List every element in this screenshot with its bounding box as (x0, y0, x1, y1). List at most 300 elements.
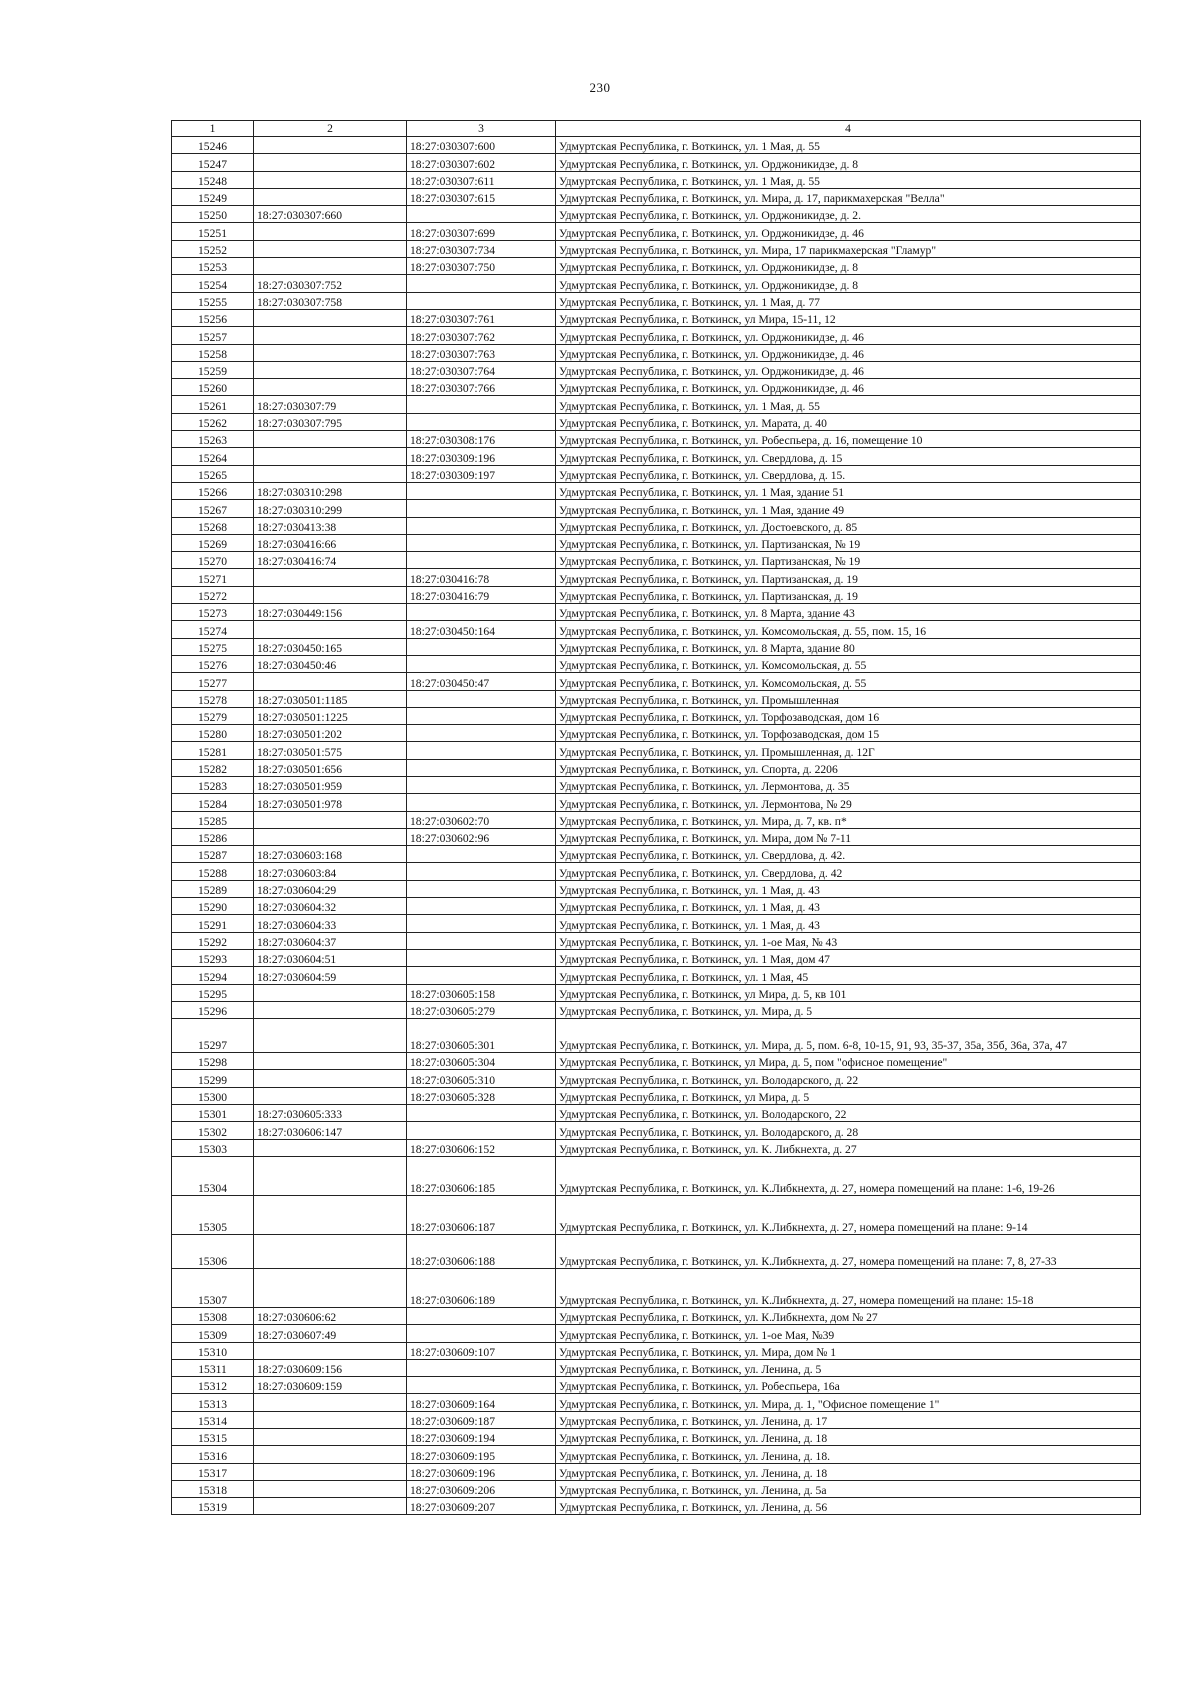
address-cell: Удмуртская Республика, г. Воткинск, ул. Промышленная, д. 12Г (556, 742, 1141, 759)
table-row (172, 1429, 1141, 1446)
cadastral-number-col3-cell: 18:27:030605:310 (407, 1070, 556, 1087)
cadastral-number-col2-cell (254, 327, 407, 344)
table-row (172, 569, 1141, 586)
header-col-1: 1 (172, 121, 254, 137)
table-row (172, 1480, 1141, 1497)
table-row (172, 1122, 1141, 1139)
register-body (172, 137, 1141, 1515)
row-number-cell: 15284 (172, 794, 254, 811)
cadastral-number-col2-cell: 18:27:030609:159 (254, 1377, 407, 1394)
table-row (172, 915, 1141, 932)
cadastral-number-col2-cell (254, 811, 407, 828)
cadastral-number-col3-cell: 18:27:030602:70 (407, 811, 556, 828)
address-cell: Удмуртская Республика, г. Воткинск, ул. Партизанская, д. 19 (556, 586, 1141, 603)
row-number-cell: 15298 (172, 1053, 254, 1070)
address-cell: Удмуртская Республика, г. Воткинск, ул. 1-ое Мая, № 43 (556, 932, 1141, 949)
cadastral-number-col3-cell (407, 949, 556, 966)
address-cell: Удмуртская Республика, г. Воткинск, ул. Промышленная (556, 690, 1141, 707)
row-number-cell: 15293 (172, 949, 254, 966)
address-cell: Удмуртская Республика, г. Воткинск, ул. Партизанская, д. 19 (556, 569, 1141, 586)
row-number-cell: 15251 (172, 223, 254, 240)
cadastral-number-col3-cell: 18:27:030307:764 (407, 361, 556, 378)
cadastral-number-col2-cell: 18:27:030606:147 (254, 1122, 407, 1139)
cadastral-number-col3-cell: 18:27:030605:301 (407, 1019, 556, 1053)
table-row (172, 1001, 1141, 1018)
cadastral-number-col3-cell (407, 534, 556, 551)
row-number-cell: 15273 (172, 604, 254, 621)
table-row (172, 1463, 1141, 1480)
row-number-cell: 15275 (172, 638, 254, 655)
address-cell: Удмуртская Республика, г. Воткинск, ул. 1-ое Мая, №39 (556, 1325, 1141, 1342)
cadastral-number-col2-cell (254, 240, 407, 257)
cadastral-number-col2-cell: 18:27:030607:49 (254, 1325, 407, 1342)
cadastral-number-col3-cell (407, 292, 556, 309)
table-row (172, 967, 1141, 984)
row-number-cell: 15319 (172, 1498, 254, 1515)
table-row (172, 1342, 1141, 1359)
row-number-cell: 15287 (172, 846, 254, 863)
cadastral-number-col3-cell: 18:27:030605:304 (407, 1053, 556, 1070)
address-cell: Удмуртская Республика, г. Воткинск, ул. 8 Марта, здание 43 (556, 604, 1141, 621)
address-cell: Удмуртская Республика, г. Воткинск, ул. Орджоникидзе, д. 46 (556, 361, 1141, 378)
row-number-cell: 15270 (172, 552, 254, 569)
address-cell: Удмуртская Республика, г. Воткинск, ул. Ленина, д. 5а (556, 1480, 1141, 1497)
cadastral-number-col2-cell: 18:27:030307:795 (254, 413, 407, 430)
cadastral-number-col3-cell: 18:27:030450:164 (407, 621, 556, 638)
cadastral-number-col2-cell (254, 1446, 407, 1463)
table-row (172, 188, 1141, 205)
row-number-cell: 15295 (172, 984, 254, 1001)
cadastral-number-col2-cell: 18:27:030310:298 (254, 482, 407, 499)
row-number-cell: 15276 (172, 655, 254, 672)
cadastral-number-col3-cell (407, 898, 556, 915)
cadastral-number-col2-cell: 18:27:030605:333 (254, 1105, 407, 1122)
cadastral-number-col2-cell: 18:27:030606:62 (254, 1307, 407, 1324)
row-number-cell: 15292 (172, 932, 254, 949)
cadastral-number-col2-cell: 18:27:030501:1185 (254, 690, 407, 707)
row-number-cell: 15257 (172, 327, 254, 344)
cadastral-number-col2-cell (254, 223, 407, 240)
cadastral-number-col2-cell (254, 1411, 407, 1428)
cadastral-number-col2-cell: 18:27:030604:32 (254, 898, 407, 915)
cadastral-number-col3-cell: 18:27:030606:185 (407, 1156, 556, 1195)
row-number-cell: 15313 (172, 1394, 254, 1411)
table-row (172, 465, 1141, 482)
cadastral-number-col3-cell (407, 275, 556, 292)
address-cell: Удмуртская Республика, г. Воткинск, ул. К. Либкнехта, д. 27 (556, 1139, 1141, 1156)
cadastral-number-col3-cell (407, 413, 556, 430)
cadastral-number-col2-cell (254, 1195, 407, 1234)
address-cell: Удмуртская Республика, г. Воткинск, ул. Мира, 17 парикмахерская "Гламур" (556, 240, 1141, 257)
table-row (172, 1325, 1141, 1342)
table-row (172, 517, 1141, 534)
cadastral-number-col2-cell: 18:27:030604:59 (254, 967, 407, 984)
cadastral-number-col3-cell: 18:27:030307:602 (407, 154, 556, 171)
cadastral-number-col2-cell: 18:27:030307:752 (254, 275, 407, 292)
cadastral-number-col2-cell (254, 1429, 407, 1446)
cadastral-number-col3-cell: 18:27:030416:79 (407, 586, 556, 603)
cadastral-number-col3-cell: 18:27:030609:194 (407, 1429, 556, 1446)
header-row (172, 121, 1141, 137)
table-row (172, 258, 1141, 275)
row-number-cell: 15301 (172, 1105, 254, 1122)
cadastral-number-col3-cell (407, 707, 556, 724)
cadastral-number-col2-cell: 18:27:030450:165 (254, 638, 407, 655)
cadastral-number-col3-cell: 18:27:030609:206 (407, 1480, 556, 1497)
table-row (172, 880, 1141, 897)
table-row (172, 655, 1141, 672)
cadastral-number-col2-cell: 18:27:030449:156 (254, 604, 407, 621)
address-cell: Удмуртская Республика, г. Воткинск, ул. К.Либкнехта, д. 27, номера помещений на плане: 15-18 (556, 1268, 1141, 1307)
address-cell: Удмуртская Республика, г. Воткинск, ул. Свердлова, д. 15 (556, 448, 1141, 465)
cadastral-number-col2-cell: 18:27:030609:156 (254, 1359, 407, 1376)
table-row (172, 1307, 1141, 1324)
cadastral-number-col2-cell (254, 1087, 407, 1104)
address-cell: Удмуртская Республика, г. Воткинск, ул. Ленина, д. 18 (556, 1463, 1141, 1480)
row-number-cell: 15315 (172, 1429, 254, 1446)
table-row (172, 240, 1141, 257)
table-row (172, 552, 1141, 569)
cadastral-number-col3-cell (407, 517, 556, 534)
address-cell: Удмуртская Республика, г. Воткинск, ул. Мира, д. 5 (556, 1001, 1141, 1018)
cadastral-number-col3-cell: 18:27:030602:96 (407, 828, 556, 845)
cadastral-number-col3-cell: 18:27:030605:328 (407, 1087, 556, 1104)
address-cell: Удмуртская Республика, г. Воткинск, ул. Мира, д. 7, кв. п* (556, 811, 1141, 828)
cadastral-number-col2-cell (254, 258, 407, 275)
cadastral-number-col3-cell: 18:27:030606:152 (407, 1139, 556, 1156)
table-row (172, 1394, 1141, 1411)
cadastral-number-col3-cell: 18:27:030309:196 (407, 448, 556, 465)
cadastral-number-col3-cell (407, 915, 556, 932)
cadastral-number-col3-cell (407, 1307, 556, 1324)
cadastral-number-col2-cell (254, 1268, 407, 1307)
row-number-cell: 15249 (172, 188, 254, 205)
address-cell: Удмуртская Республика, г. Воткинск, ул. Орджоникидзе, д. 46 (556, 223, 1141, 240)
cadastral-number-col3-cell: 18:27:030606:187 (407, 1195, 556, 1234)
table-row (172, 707, 1141, 724)
row-number-cell: 15279 (172, 707, 254, 724)
table-row (172, 898, 1141, 915)
row-number-cell: 15272 (172, 586, 254, 603)
row-number-cell: 15299 (172, 1070, 254, 1087)
cadastral-number-col3-cell (407, 206, 556, 223)
table-row (172, 361, 1141, 378)
cadastral-number-col3-cell: 18:27:030307:734 (407, 240, 556, 257)
address-cell: Удмуртская Республика, г. Воткинск, ул. Орджоникидзе, д. 8 (556, 154, 1141, 171)
cadastral-number-col3-cell (407, 1122, 556, 1139)
cadastral-number-col3-cell: 18:27:030307:611 (407, 171, 556, 188)
table-row (172, 309, 1141, 326)
cadastral-number-col2-cell: 18:27:030604:29 (254, 880, 407, 897)
cadastral-number-col3-cell (407, 1325, 556, 1342)
row-number-cell: 15271 (172, 569, 254, 586)
cadastral-number-col2-cell: 18:27:030501:978 (254, 794, 407, 811)
table-row (172, 638, 1141, 655)
address-cell: Удмуртская Республика, г. Воткинск, ул. Мира, д. 17, парикмахерская "Велла" (556, 188, 1141, 205)
address-cell: Удмуртская Республика, г. Воткинск, ул. 1 Мая, д. 43 (556, 898, 1141, 915)
address-cell: Удмуртская Республика, г. Воткинск, ул Мира, д. 5 (556, 1087, 1141, 1104)
table-row (172, 725, 1141, 742)
address-cell: Удмуртская Республика, г. Воткинск, ул. Мира, д. 5, пом. 6-8, 10-15, 91, 93, 35-37, 35а, 35б, 36а, 37а, 47 (556, 1019, 1141, 1053)
cadastral-number-col2-cell (254, 1156, 407, 1195)
address-cell: Удмуртская Республика, г. Воткинск, ул. Володарского, 22 (556, 1105, 1141, 1122)
cadastral-number-col2-cell (254, 1001, 407, 1018)
table-row (172, 431, 1141, 448)
cadastral-number-col2-cell (254, 309, 407, 326)
cadastral-number-col2-cell (254, 1394, 407, 1411)
row-number-cell: 15291 (172, 915, 254, 932)
row-number-cell: 15274 (172, 621, 254, 638)
row-number-cell: 15285 (172, 811, 254, 828)
row-number-cell: 15250 (172, 206, 254, 223)
cadastral-number-col2-cell (254, 448, 407, 465)
table-row (172, 742, 1141, 759)
cadastral-number-col2-cell (254, 586, 407, 603)
row-number-cell: 15303 (172, 1139, 254, 1156)
cadastral-number-col3-cell (407, 655, 556, 672)
cadastral-number-col3-cell: 18:27:030609:207 (407, 1498, 556, 1515)
table-row (172, 206, 1141, 223)
row-number-cell: 15305 (172, 1195, 254, 1234)
table-row (172, 673, 1141, 690)
table-row (172, 690, 1141, 707)
table-row (172, 604, 1141, 621)
address-cell: Удмуртская Республика, г. Воткинск, ул. Орджоникидзе, д. 8 (556, 258, 1141, 275)
table-row (172, 413, 1141, 430)
row-number-cell: 15296 (172, 1001, 254, 1018)
cadastral-number-col2-cell: 18:27:030501:656 (254, 759, 407, 776)
table-row (172, 1498, 1141, 1515)
table-row (172, 1087, 1141, 1104)
cadastral-number-col2-cell: 18:27:030307:758 (254, 292, 407, 309)
register-table (171, 120, 1141, 1515)
row-number-cell: 15309 (172, 1325, 254, 1342)
cadastral-number-col2-cell (254, 344, 407, 361)
table-row (172, 776, 1141, 793)
cadastral-number-col2-cell (254, 379, 407, 396)
address-cell: Удмуртская Республика, г. Воткинск, ул. Лермонтова, д. 35 (556, 776, 1141, 793)
address-cell: Удмуртская Республика, г. Воткинск, ул. 1 Мая, д. 55 (556, 396, 1141, 413)
address-cell: Удмуртская Республика, г. Воткинск, ул. Партизанская, № 19 (556, 534, 1141, 551)
cadastral-number-col3-cell (407, 396, 556, 413)
table-row (172, 984, 1141, 1001)
cadastral-number-col3-cell: 18:27:030605:279 (407, 1001, 556, 1018)
table-row (172, 846, 1141, 863)
address-cell: Удмуртская Республика, г. Воткинск, ул. Спорта, д. 2206 (556, 759, 1141, 776)
table-row (172, 1053, 1141, 1070)
cadastral-number-col2-cell (254, 137, 407, 154)
cadastral-number-col3-cell: 18:27:030609:164 (407, 1394, 556, 1411)
table-row (172, 759, 1141, 776)
address-cell: Удмуртская Республика, г. Воткинск, ул Мира, 15-11, 12 (556, 309, 1141, 326)
cadastral-number-col2-cell (254, 1342, 407, 1359)
header-col-4: 4 (556, 121, 1141, 137)
cadastral-number-col3-cell: 18:27:030307:699 (407, 223, 556, 240)
cadastral-number-col3-cell (407, 863, 556, 880)
address-cell: Удмуртская Республика, г. Воткинск, ул. Орджоникидзе, д. 46 (556, 379, 1141, 396)
address-cell: Удмуртская Республика, г. Воткинск, ул. Свердлова, д. 42. (556, 846, 1141, 863)
address-cell: Удмуртская Республика, г. Воткинск, ул. Марата, д. 40 (556, 413, 1141, 430)
table-row (172, 379, 1141, 396)
cadastral-number-col3-cell (407, 604, 556, 621)
row-number-cell: 15248 (172, 171, 254, 188)
row-number-cell: 15297 (172, 1019, 254, 1053)
row-number-cell: 15263 (172, 431, 254, 448)
cadastral-number-col3-cell: 18:27:030609:196 (407, 1463, 556, 1480)
cadastral-number-col2-cell (254, 1498, 407, 1515)
cadastral-number-col2-cell (254, 465, 407, 482)
cadastral-number-col2-cell (254, 431, 407, 448)
cadastral-number-col3-cell: 18:27:030307:600 (407, 137, 556, 154)
row-number-cell: 15265 (172, 465, 254, 482)
address-cell: Удмуртская Республика, г. Воткинск, ул. Робеспьера, 16а (556, 1377, 1141, 1394)
cadastral-number-col2-cell: 18:27:030307:660 (254, 206, 407, 223)
address-cell: Удмуртская Республика, г. Воткинск, ул. К.Либкнехта, д. 27, номера помещений на плане: 9-14 (556, 1195, 1141, 1234)
cadastral-number-col3-cell (407, 742, 556, 759)
cadastral-number-col3-cell: 18:27:030416:78 (407, 569, 556, 586)
table-row (172, 1446, 1141, 1463)
page-number: 230 (589, 80, 611, 95)
address-cell: Удмуртская Республика, г. Воткинск, ул. 1 Мая, дом 47 (556, 949, 1141, 966)
row-number-cell: 15278 (172, 690, 254, 707)
row-number-cell: 15307 (172, 1268, 254, 1307)
cadastral-number-col3-cell: 18:27:030605:158 (407, 984, 556, 1001)
row-number-cell: 15258 (172, 344, 254, 361)
table-row (172, 137, 1141, 154)
cadastral-number-col3-cell (407, 846, 556, 863)
cadastral-number-col3-cell: 18:27:030450:47 (407, 673, 556, 690)
cadastral-number-col2-cell (254, 1234, 407, 1268)
cadastral-number-col2-cell: 18:27:030450:46 (254, 655, 407, 672)
address-cell: Удмуртская Республика, г. Воткинск, ул. Ленина, д. 56 (556, 1498, 1141, 1515)
cadastral-number-col2-cell (254, 1070, 407, 1087)
address-cell: Удмуртская Республика, г. Воткинск, ул. Комсомольская, д. 55 (556, 673, 1141, 690)
row-number-cell: 15289 (172, 880, 254, 897)
cadastral-number-col3-cell: 18:27:030307:762 (407, 327, 556, 344)
cadastral-number-col3-cell (407, 725, 556, 742)
table-row (172, 1377, 1141, 1394)
address-cell: Удмуртская Республика, г. Воткинск, ул. 1 Мая, здание 49 (556, 500, 1141, 517)
table-row (172, 482, 1141, 499)
address-cell: Удмуртская Республика, г. Воткинск, ул. Мира, д. 1, "Офисное помещение 1" (556, 1394, 1141, 1411)
row-number-cell: 15312 (172, 1377, 254, 1394)
cadastral-number-col2-cell (254, 361, 407, 378)
table-row (172, 327, 1141, 344)
table-row (172, 500, 1141, 517)
address-cell: Удмуртская Республика, г. Воткинск, ул. Ленина, д. 18. (556, 1446, 1141, 1463)
row-number-cell: 15266 (172, 482, 254, 499)
cadastral-number-col3-cell (407, 482, 556, 499)
row-number-cell: 15247 (172, 154, 254, 171)
cadastral-number-col2-cell: 18:27:030413:38 (254, 517, 407, 534)
row-number-cell: 15311 (172, 1359, 254, 1376)
cadastral-number-col2-cell (254, 1139, 407, 1156)
row-number-cell: 15288 (172, 863, 254, 880)
row-number-cell: 15281 (172, 742, 254, 759)
table-row (172, 448, 1141, 465)
row-number-cell: 15253 (172, 258, 254, 275)
row-number-cell: 15267 (172, 500, 254, 517)
address-cell: Удмуртская Республика, г. Воткинск, ул. Володарского, д. 28 (556, 1122, 1141, 1139)
cadastral-number-col2-cell (254, 621, 407, 638)
row-number-cell: 15302 (172, 1122, 254, 1139)
address-cell: Удмуртская Республика, г. Воткинск, ул. Ленина, д. 17 (556, 1411, 1141, 1428)
cadastral-number-col3-cell: 18:27:030609:195 (407, 1446, 556, 1463)
table-row (172, 621, 1141, 638)
cadastral-number-col2-cell: 18:27:030603:84 (254, 863, 407, 880)
row-number-cell: 15262 (172, 413, 254, 430)
cadastral-number-col2-cell (254, 154, 407, 171)
address-cell: Удмуртская Республика, г. Воткинск, ул. Партизанская, № 19 (556, 552, 1141, 569)
cadastral-number-col3-cell: 18:27:030309:197 (407, 465, 556, 482)
row-number-cell: 15286 (172, 828, 254, 845)
address-cell: Удмуртская Республика, г. Воткинск, ул. Свердлова, д. 15. (556, 465, 1141, 482)
row-number-cell: 15255 (172, 292, 254, 309)
table-row (172, 811, 1141, 828)
cadastral-number-col3-cell: 18:27:030606:188 (407, 1234, 556, 1268)
cadastral-number-col2-cell: 18:27:030416:74 (254, 552, 407, 569)
cadastral-number-col3-cell (407, 690, 556, 707)
address-cell: Удмуртская Республика, г. Воткинск, ул. Комсомольская, д. 55 (556, 655, 1141, 672)
address-cell: Удмуртская Республика, г. Воткинск, ул. Мира, дом № 1 (556, 1342, 1141, 1359)
cadastral-number-col3-cell (407, 638, 556, 655)
table-row (172, 794, 1141, 811)
table-row (172, 223, 1141, 240)
row-number-cell: 15282 (172, 759, 254, 776)
row-number-cell: 15308 (172, 1307, 254, 1324)
row-number-cell: 15252 (172, 240, 254, 257)
address-cell: Удмуртская Республика, г. Воткинск, ул. Торфозаводская, дом 15 (556, 725, 1141, 742)
cadastral-number-col2-cell: 18:27:030501:1225 (254, 707, 407, 724)
table-row (172, 534, 1141, 551)
address-cell: Удмуртская Республика, г. Воткинск, ул. 1 Мая, д. 77 (556, 292, 1141, 309)
cadastral-number-col2-cell (254, 1463, 407, 1480)
table-row (172, 1359, 1141, 1376)
cadastral-number-col3-cell: 18:27:030307:750 (407, 258, 556, 275)
cadastral-number-col3-cell: 18:27:030609:107 (407, 1342, 556, 1359)
table-row (172, 1234, 1141, 1268)
row-number-cell: 15280 (172, 725, 254, 742)
row-number-cell: 15283 (172, 776, 254, 793)
table-row (172, 1019, 1141, 1053)
table-row (172, 344, 1141, 361)
row-number-cell: 15277 (172, 673, 254, 690)
cadastral-number-col2-cell: 18:27:030307:79 (254, 396, 407, 413)
address-cell: Удмуртская Республика, г. Воткинск, ул. Свердлова, д. 42 (556, 863, 1141, 880)
cadastral-number-col2-cell (254, 673, 407, 690)
row-number-cell: 15261 (172, 396, 254, 413)
header-col-3: 3 (407, 121, 556, 137)
cadastral-number-col2-cell: 18:27:030604:37 (254, 932, 407, 949)
address-cell: Удмуртская Республика, г. Воткинск, ул. Лермонтова, № 29 (556, 794, 1141, 811)
table-row (172, 396, 1141, 413)
cadastral-number-col3-cell (407, 1377, 556, 1394)
cadastral-number-col2-cell: 18:27:030501:202 (254, 725, 407, 742)
address-cell: Удмуртская Республика, г. Воткинск, ул. К.Либкнехта, дом № 27 (556, 1307, 1141, 1324)
cadastral-number-col3-cell: 18:27:030307:761 (407, 309, 556, 326)
address-cell: Удмуртская Республика, г. Воткинск, ул. Торфозаводская, дом 16 (556, 707, 1141, 724)
table-row (172, 932, 1141, 949)
cadastral-number-col2-cell: 18:27:030501:575 (254, 742, 407, 759)
row-number-cell: 15304 (172, 1156, 254, 1195)
cadastral-number-col3-cell: 18:27:030307:763 (407, 344, 556, 361)
cadastral-number-col3-cell: 18:27:030606:189 (407, 1268, 556, 1307)
table-row (172, 1139, 1141, 1156)
address-cell: Удмуртская Республика, г. Воткинск, ул Мира, д. 5, пом "офисное помещение" (556, 1053, 1141, 1070)
address-cell: Удмуртская Республика, г. Воткинск, ул. Орджоникидзе, д. 46 (556, 327, 1141, 344)
table-row (172, 154, 1141, 171)
row-number-cell: 15318 (172, 1480, 254, 1497)
